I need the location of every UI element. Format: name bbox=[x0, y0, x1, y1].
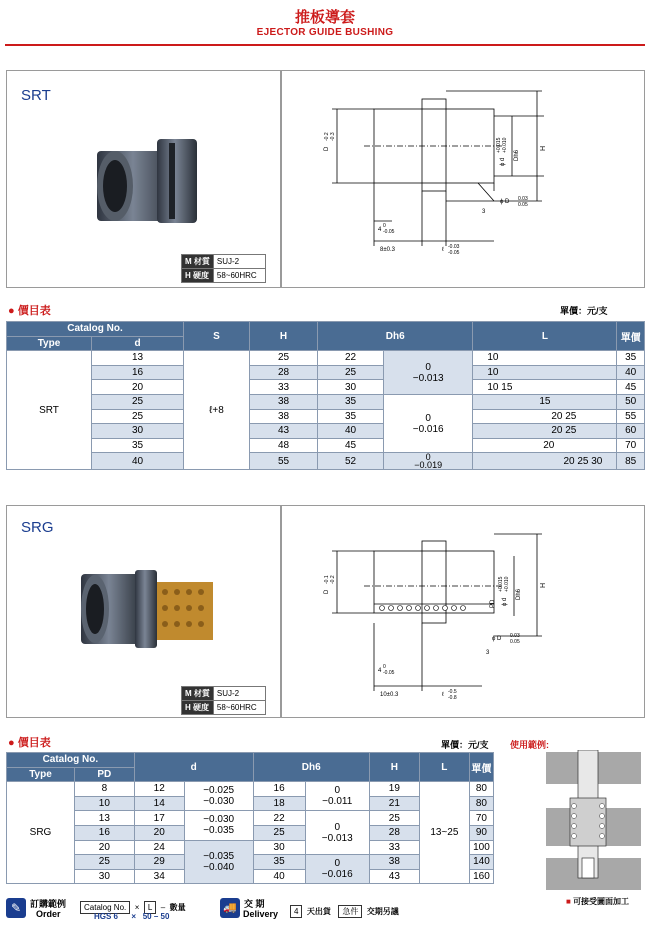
srt-dim-D-small: ϕ D bbox=[500, 199, 510, 205]
usage-example-label: 使用範例: bbox=[510, 740, 549, 750]
table-row: 40 55 52 0 −0.019 20 25 30 85 bbox=[7, 453, 645, 470]
table-row: SRT 13 ℓ+8 25 22 0 −0.013 10 35 bbox=[7, 351, 645, 366]
srt-price-heading: ● 價目表 bbox=[8, 305, 51, 317]
svg-text:0.05: 0.05 bbox=[518, 202, 528, 208]
table-row: 30 34 40 43 160 bbox=[7, 869, 494, 884]
srg-model-name: SRG bbox=[21, 519, 54, 536]
srg-unit-label: 單價：元/支 bbox=[441, 740, 489, 750]
svg-text:4: 4 bbox=[378, 668, 382, 674]
srt-dim-D: D bbox=[324, 146, 330, 151]
svg-text:+0.010: +0.010 bbox=[504, 576, 510, 592]
page-subtitle: EJECTOR GUIDE BUSHING bbox=[256, 27, 394, 38]
table-row: 20 24 −0.035 −0.040 30 33 100 bbox=[7, 840, 494, 855]
table-row: 16 28 25 10 40 bbox=[7, 365, 645, 380]
svg-text:-0.05: -0.05 bbox=[448, 250, 460, 256]
usage-note: ■ 可接受圖面加工 bbox=[566, 897, 630, 906]
srg-drawing-panel bbox=[281, 505, 645, 718]
svg-text:8±0.3: 8±0.3 bbox=[380, 247, 395, 253]
srt-price-table: Catalog No. S H Dh6 L 單價 Type d SRT 13 ℓ+8 25 22 0 −0.013 10 35 16 28 25 10 40 20 33 30 10 15 45 25 38 35 0 −0.016 15 50 25 38 35 20 25 55 30 43 40 20 25 60 35 48 45 20 70 40 55 52 0 −0.019 20 25 30 85 bbox=[6, 321, 645, 470]
svg-text:H: H bbox=[540, 145, 547, 151]
table-row: 35 48 45 20 70 bbox=[7, 438, 645, 453]
svg-text:ℓ: ℓ bbox=[442, 692, 444, 698]
srt-model-name: SRT bbox=[21, 87, 51, 104]
srt-technical-drawing bbox=[282, 71, 646, 289]
srt-unit-label: 單價：元/支 bbox=[560, 306, 608, 316]
srt-s-cell: ℓ+8 bbox=[184, 351, 250, 470]
table-row: 25 38 35 20 25 55 bbox=[7, 409, 645, 424]
svg-text:-0.3: -0.3 bbox=[330, 132, 336, 141]
table-row: 13 17 −0.030 −0.035 22 0 −0.013 25 70 bbox=[7, 811, 494, 826]
svg-text:+0.015: +0.015 bbox=[498, 576, 504, 592]
svg-text:3: 3 bbox=[486, 650, 490, 656]
svg-text:-0.05: -0.05 bbox=[383, 670, 395, 676]
srt-dim-d: ϕ d bbox=[500, 157, 506, 166]
svg-text:H: H bbox=[540, 582, 547, 588]
order-format: Catalog No. × L – 數量 bbox=[80, 897, 186, 915]
svg-text:-0.1: -0.1 bbox=[324, 575, 330, 584]
table-row: 10 14 18 21 80 bbox=[7, 796, 494, 811]
svg-text:10±0.3: 10±0.3 bbox=[380, 692, 399, 698]
srg-type-cell: SRG bbox=[7, 782, 75, 884]
page-title: 推板導套 bbox=[294, 9, 355, 26]
svg-text:ϕ d: ϕ d bbox=[502, 597, 508, 606]
svg-text:Dh6: Dh6 bbox=[514, 149, 520, 161]
order-example: HGS 6 × 50 – 50 bbox=[94, 912, 170, 921]
srg-product-photo bbox=[73, 564, 233, 654]
srg-technical-drawing bbox=[282, 506, 646, 719]
order-icon: ✎ bbox=[6, 898, 26, 918]
svg-text:ℓ: ℓ bbox=[442, 247, 444, 253]
svg-text:-0.5: -0.5 bbox=[448, 689, 457, 695]
table-row: 25 38 35 0 −0.016 15 50 bbox=[7, 394, 645, 409]
svg-text:0.03: 0.03 bbox=[518, 196, 528, 202]
svg-text:0.05: 0.05 bbox=[510, 639, 520, 645]
srt-drawing-panel bbox=[281, 70, 645, 288]
srg-price-heading: ● 價目表 bbox=[8, 737, 51, 749]
svg-text:-0.8: -0.8 bbox=[448, 695, 457, 701]
svg-text:Dh6: Dh6 bbox=[516, 588, 522, 600]
svg-text:ϕ D: ϕ D bbox=[492, 636, 502, 642]
svg-text:3: 3 bbox=[482, 209, 486, 215]
svg-text:0: 0 bbox=[383, 223, 386, 229]
srt-material-table: M 材質 SUJ-2 H 硬度 58~60HRC bbox=[181, 254, 266, 283]
srg-l-cell: 13~25 bbox=[419, 782, 469, 884]
srg-price-table: Catalog No. d Dh6 H L 單價 Type PD SRG 8 12 −0.025 −0.030 16 0 −0.011 19 13~25 80 10 14 18 21 80 13 17 −0.030 −0.035 22 0 −0.013 25 70 16 20 25 28 90 20 24 −0.035 −0.040 30 33 100 25 29 35 0 −0.016 38 140 30 34 40 43 160 bbox=[6, 752, 494, 884]
svg-text:-0.03: -0.03 bbox=[448, 244, 460, 250]
svg-text:-0.2: -0.2 bbox=[324, 132, 330, 141]
srt-type-cell: SRT bbox=[7, 351, 92, 470]
delivery-icon: 🚚 bbox=[220, 898, 240, 918]
svg-text:+0.015: +0.015 bbox=[496, 137, 502, 153]
srt-product-photo bbox=[87, 121, 227, 231]
table-row: 20 33 30 10 15 45 bbox=[7, 380, 645, 395]
svg-text:PD: PD bbox=[490, 599, 496, 608]
srg-photo-panel bbox=[6, 505, 281, 718]
header-divider bbox=[5, 44, 645, 46]
svg-text:D: D bbox=[324, 589, 330, 594]
table-row: 16 20 25 28 90 bbox=[7, 825, 494, 840]
delivery-info: 4 天出貨 急件 交期另議 bbox=[290, 901, 399, 919]
table-row: SRG 8 12 −0.025 −0.030 16 0 −0.011 19 13~25 80 bbox=[7, 782, 494, 797]
svg-text:-0.2: -0.2 bbox=[330, 575, 336, 584]
table-row: 30 43 40 20 25 60 bbox=[7, 424, 645, 439]
svg-text:4: 4 bbox=[378, 227, 382, 233]
svg-text:-0.05: -0.05 bbox=[383, 229, 395, 235]
usage-example-drawing bbox=[542, 750, 645, 895]
table-row: 25 29 35 0 −0.016 38 140 bbox=[7, 855, 494, 870]
srg-material-table: M 材質 SUJ-2 H 硬度 58~60HRC bbox=[181, 686, 266, 715]
srt-photo-panel bbox=[6, 70, 281, 288]
svg-text:+0.010: +0.010 bbox=[502, 137, 508, 153]
svg-text:0.03: 0.03 bbox=[510, 633, 520, 639]
svg-text:0: 0 bbox=[383, 664, 386, 670]
